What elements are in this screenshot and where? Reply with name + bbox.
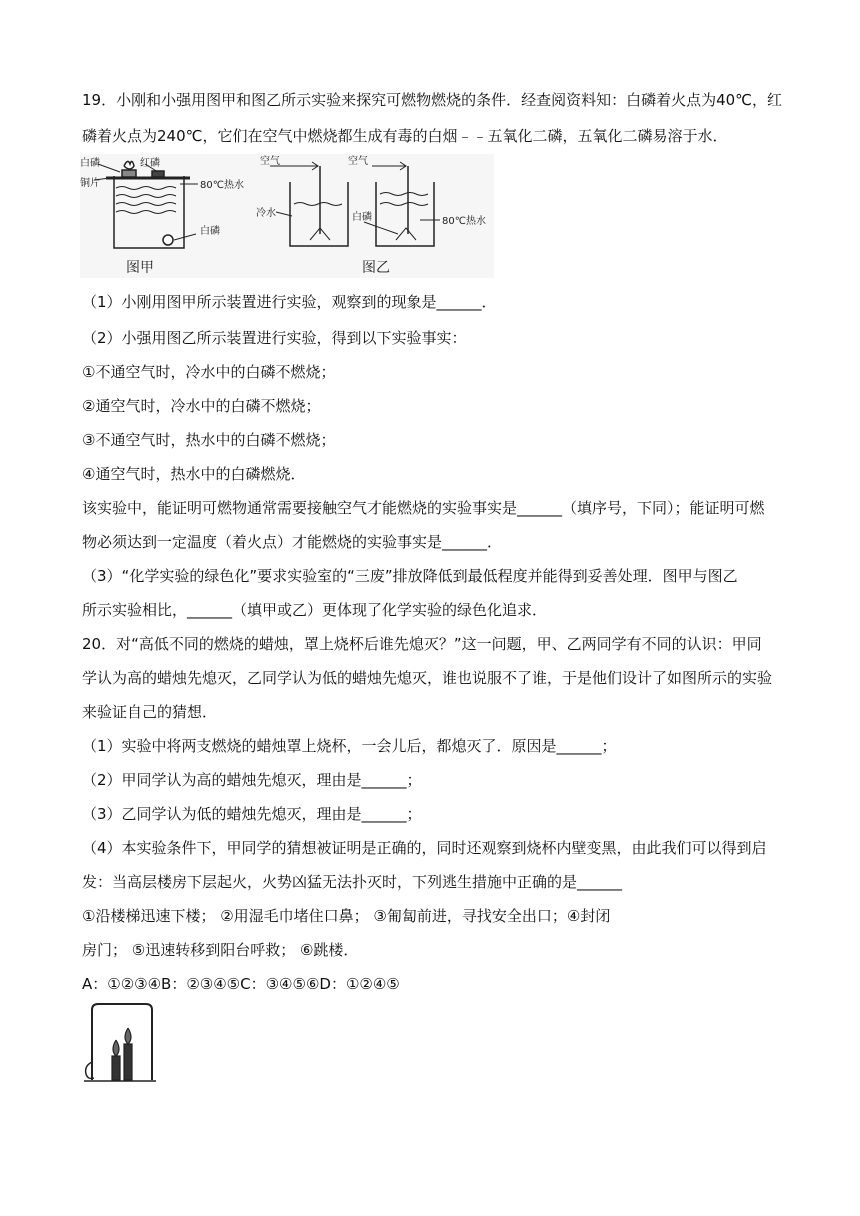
figure-yi-cold-beaker	[270, 162, 348, 246]
q19-part2b-line2: 物必须达到一定温度（着火点）才能燃烧的实验事实是______．	[82, 533, 503, 551]
figure-yi-hot-beaker	[364, 162, 440, 246]
label-white-p-yi: 白磷	[352, 212, 372, 223]
q19-fact1: ①不通空气时，冷水中的白磷不燃烧；	[82, 363, 336, 381]
q20-part3: （3）乙同学认为低的蜡烛先熄灭，理由是______；	[82, 805, 422, 823]
q19-part3-line1: （3）“化学实验的绿色化”要求实验室的“三废”排放降低到最低程度并能得到妥善处理．图甲与图乙	[82, 567, 738, 585]
q20-part2: （2）甲同学认为高的蜡烛先熄灭，理由是______；	[82, 771, 422, 789]
caption-yi: 图乙	[362, 260, 390, 276]
label-white-p-bottom: 白磷	[200, 226, 220, 237]
label-white-p-top: 白磷	[80, 158, 100, 169]
q20-part4-line1: （4）本实验条件下，甲同学的猜想被证明是正确的，同时还观察到烧杯内壁变黑，由此我们可以得到启	[82, 839, 767, 857]
q19-part2: （2）小强用图乙所示装置进行实验，得到以下实验事实：	[82, 329, 467, 347]
q20-options-line2: 房门； ⑤迅速转移到阳台呼救； ⑥跳楼．	[82, 941, 359, 959]
caption-jia: 图甲	[126, 260, 154, 276]
q20-stem-line3: 来验证自己的猜想．	[82, 703, 218, 721]
label-hot-water-yi: 80℃热水	[442, 216, 486, 227]
label-hot-water-jia: 80℃热水	[200, 180, 244, 191]
q19-fact2: ②通空气时，冷水中的白磷不燃烧；	[82, 397, 321, 415]
q19-figure	[80, 154, 494, 278]
q19-stem-line1: 19．小刚和小强用图甲和图乙所示实验来探究可燃物燃烧的条件．经查阅资料知：白磷着火点为40℃，红	[82, 91, 783, 109]
q20-stem-line1: 20．对“高低不同的燃烧的蜡烛，罩上烧杯后谁先熄灭？”这一问题，甲、乙两同学有不同的认识：甲同	[82, 635, 762, 653]
label-air-right: 空气	[348, 156, 368, 167]
q20-stem-line2: 学认为高的蜡烛先熄灭，乙同学认为低的蜡烛先熄灭，谁也说服不了谁，于是他们设计了如图所示的实验	[82, 669, 773, 687]
label-copper: 铜片	[80, 178, 100, 189]
q20-part4-line2: 发：当高层楼房下层起火，火势凶猛无法扑灭时，下列逃生措施中正确的是______	[82, 873, 623, 891]
tall-candle	[124, 1028, 132, 1080]
figure-jia-apparatus	[94, 161, 198, 248]
q20-options-line1: ①沿楼梯迅速下楼； ②用湿毛巾堵住口鼻； ③匍匐前进，寻找安全出口；④封闭	[82, 907, 611, 925]
q19-part3-line2: 所示实验相比，______（填甲或乙）更体现了化学实验的绿色化追求．	[82, 601, 548, 619]
short-candle	[112, 1040, 120, 1080]
q19-stem-line2: 磷着火点为240℃，它们在空气中燃烧都生成有毒的白烟﹣﹣五氧化二磷，五氧化二磷易溶于水．	[82, 127, 728, 145]
q19-fact4: ④通空气时，热水中的白磷燃烧．	[82, 465, 306, 483]
q19-fact3: ③不通空气时，热水中的白磷不燃烧；	[82, 431, 336, 449]
q20-candle-figure	[80, 1002, 158, 1084]
label-cold-water: 冷水	[256, 208, 276, 219]
q20-part1: （1）实验中将两支燃烧的蜡烛罩上烧杯，一会儿后，都熄灭了．原因是______；	[82, 737, 617, 755]
q19-part1: （1）小刚用图甲所示装置进行实验，观察到的现象是______．	[82, 293, 497, 311]
label-red-p: 红磷	[140, 158, 160, 169]
q19-part2b-line1: 该实验中，能证明可燃物通常需要接触空气才能燃烧的实验事实是______（填序号，下同）；能证明可燃	[82, 499, 765, 517]
q20-choices: A：①②③④B：②③④⑤C：③④⑤⑥D：①②④⑤	[82, 975, 400, 993]
label-air-left: 空气	[260, 156, 280, 167]
